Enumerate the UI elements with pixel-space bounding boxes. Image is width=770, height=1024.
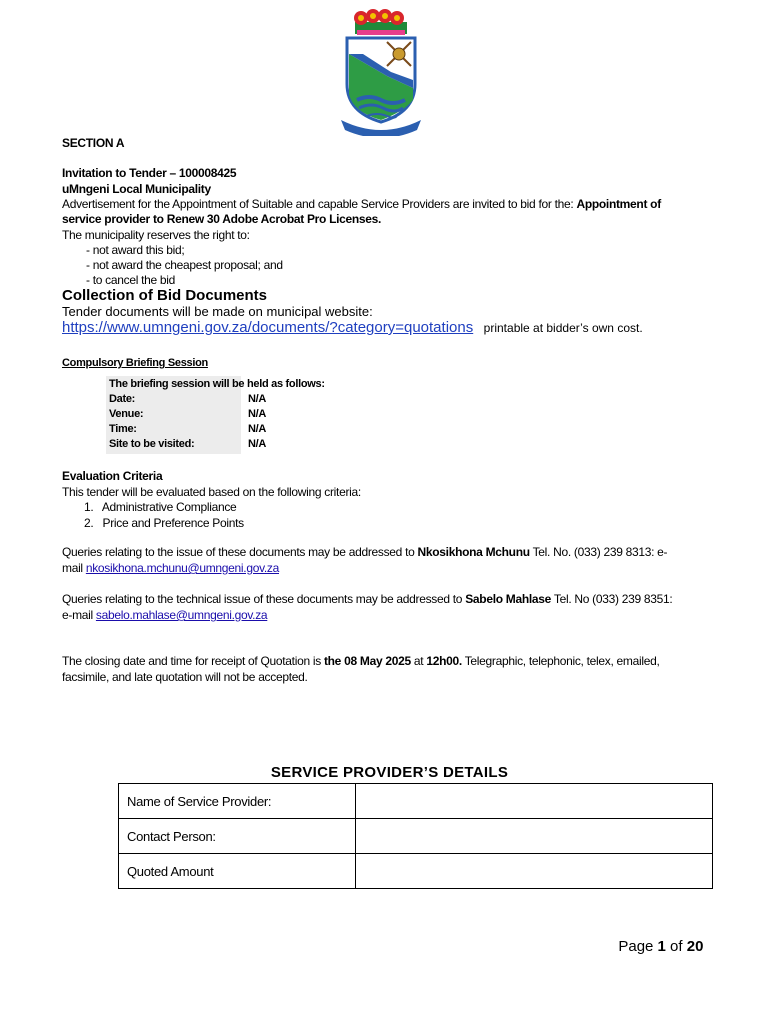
- collection-suffix: printable at bidder’s own cost.: [483, 321, 643, 335]
- criteria-item: 2. Price and Preference Points: [84, 516, 244, 530]
- coat-of-arms-icon: [333, 8, 429, 136]
- briefing-row-value: N/A: [248, 408, 267, 420]
- quoted-amount-label: Quoted Amount: [119, 854, 356, 889]
- reserves-text: The municipality reserves the right to:: [62, 228, 250, 242]
- query-1-contact-name: Nkosikhona Mchunu: [417, 545, 530, 559]
- briefing-row-value: N/A: [248, 393, 267, 405]
- query-2-email-link[interactable]: sabelo.mahlase@umngeni.gov.za: [95, 608, 268, 622]
- briefing-row-label: Site to be visited:: [109, 438, 195, 450]
- contact-person-field[interactable]: [356, 819, 713, 854]
- evaluation-text: This tender will be evaluated based on the following criteria:: [62, 485, 361, 499]
- service-provider-table: [118, 783, 713, 889]
- page-current: 1: [657, 938, 666, 955]
- closing-prefix: The closing date and time for receipt of Quotation is: [62, 654, 324, 668]
- briefing-row-value: N/A: [248, 438, 267, 450]
- briefing-row-label: Date:: [109, 393, 136, 405]
- of-word: of: [665, 938, 687, 955]
- criteria-item: 1. Administrative Compliance: [84, 500, 237, 514]
- page-total: 20: [686, 938, 704, 955]
- table-row: [119, 819, 713, 854]
- documents-url-link[interactable]: https://www.umngeni.gov.za/documents/?category=quotations: [62, 319, 474, 336]
- query-2-contact-name: Sabelo Mahlase: [465, 592, 552, 606]
- page-word: Page: [618, 938, 658, 955]
- query-1-prefix: Queries relating to the issue of these documents may be addressed to: [62, 545, 418, 559]
- query-2-prefix: Queries relating to the technical issue of these documents may be addressed to: [62, 592, 466, 606]
- closing-time: 12h00.: [426, 654, 462, 668]
- briefing-row-label: Venue:: [109, 408, 144, 420]
- closing-at: at: [410, 654, 427, 668]
- right-item: - not award this bid;: [86, 243, 185, 257]
- query-2-line-1: [62, 592, 672, 606]
- invitation-title: Invitation to Tender – 100008425: [62, 166, 237, 180]
- service-provider-heading: SERVICE PROVIDER’S DETAILS: [270, 764, 509, 781]
- briefing-row-label: Time:: [109, 423, 137, 435]
- page-number: [610, 921, 703, 955]
- query-2-mail-prefix: e-mail: [62, 608, 96, 622]
- collection-link-line: [62, 319, 643, 337]
- closing-line-2: facsimile, and late quotation will not be accepted.: [62, 670, 308, 684]
- table-row: [119, 854, 713, 889]
- closing-rest: Telegraphic, telephonic, telex, emailed,: [461, 654, 660, 668]
- query-2-tel: Tel. No (033) 239 8351:: [551, 592, 673, 606]
- provider-name-label: Name of Service Provider:: [119, 784, 356, 819]
- section-label: SECTION A: [62, 136, 125, 150]
- collection-text: Tender documents will be made on municipal website:: [62, 304, 373, 319]
- municipality-name: uMngeni Local Municipality: [62, 182, 211, 196]
- table-row: [119, 784, 713, 819]
- quoted-amount-field[interactable]: [356, 854, 713, 889]
- closing-date: the 08 May 2025: [323, 654, 411, 668]
- advert-prefix: Advertisement for the Appointment of Suitable and capable Service Providers are invited to bid for the:: [62, 197, 577, 211]
- municipality-logo: [333, 8, 429, 136]
- flower-crown: [354, 9, 407, 35]
- briefing-heading: Compulsory Briefing Session: [62, 357, 208, 369]
- query-1-email-link[interactable]: nkosikhona.mchunu@umngeni.gov.za: [85, 561, 279, 575]
- evaluation-heading: Evaluation Criteria: [62, 469, 163, 483]
- briefing-intro: The briefing session will be held as follows:: [109, 378, 325, 390]
- briefing-row-value: N/A: [248, 423, 267, 435]
- advert-bold-1: Appointment of: [576, 197, 661, 211]
- advert-line-2: service provider to Renew 30 Adobe Acrobat Pro Licenses.: [62, 212, 382, 226]
- query-1-tel: Tel. No. (033) 239 8313: e-: [529, 545, 668, 559]
- closing-line-1: [62, 654, 660, 668]
- right-item: - to cancel the bid: [86, 273, 176, 287]
- collection-heading: Collection of Bid Documents: [62, 287, 268, 304]
- query-1-mail-prefix: mail: [62, 561, 86, 575]
- query-2-line-2: [62, 608, 267, 622]
- contact-person-label: Contact Person:: [119, 819, 356, 854]
- provider-name-field[interactable]: [356, 784, 713, 819]
- query-1-line-2: [62, 561, 279, 575]
- query-1-line-1: [62, 545, 667, 559]
- right-item: - not award the cheapest proposal; and: [86, 258, 283, 272]
- advert-line-1: [62, 197, 661, 211]
